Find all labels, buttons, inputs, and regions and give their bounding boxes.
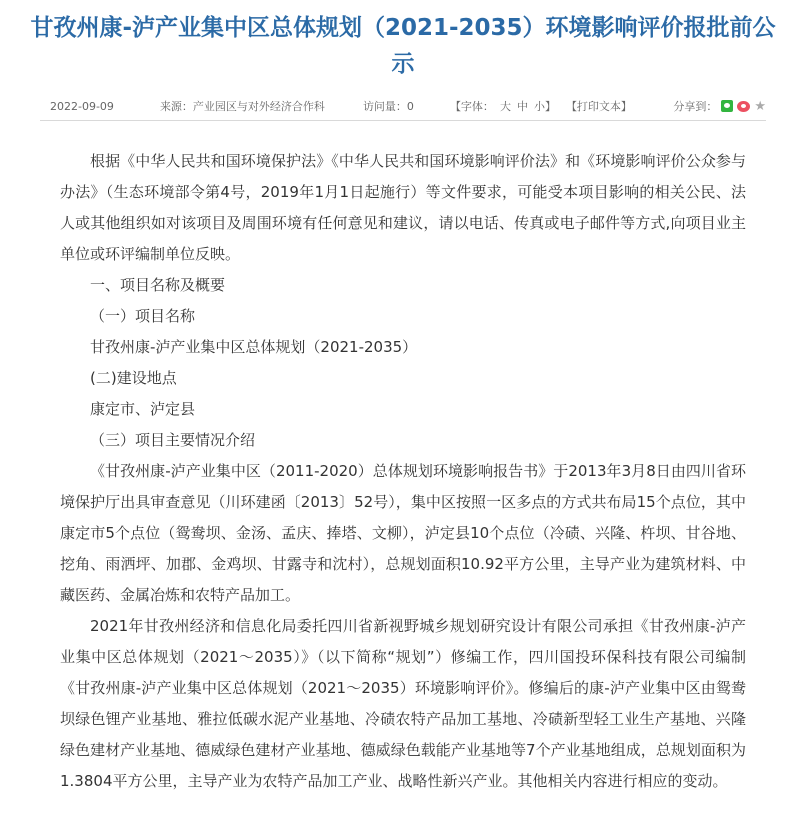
paragraph-intro: 根据《中华人民共和国环境保护法》《中华人民共和国环境影响评价法》和《环境影响评价公众参与办法》（生态环境部令第4号，2019年1月1日起施行）等文件要求，可能受本项目影响的相关公民、法人或其他组织如对该项目及周围环境有任何意见和建议，请以电话、传真或电子邮件等方式,向项目业主单位或环评编制单位反映。 [60, 152, 746, 263]
weibo-icon[interactable] [737, 101, 750, 112]
font-size-large-button[interactable]: 大 [499, 100, 511, 113]
publish-date: 2022-09-09 [50, 99, 114, 113]
paragraph-revision: 2021年甘孜州经济和信息化局委托四川省新视野城乡规划研究设计有限公司承担《甘孜州康-泸产业集中区总体规划（2021～2035）》（以下简称“规划”）修编工作，四川国投环保科技有限公司编制《甘孜州康-泸产业集中区总体规划（2021～2035）环境影响评价》。修编后的康-泸产业集中区由鸳鸯坝绿色锂产业基地、雅拉低碳水泥产业基地、冷碛农特产品加工基地、冷碛新型轻工业生产基地、兴隆绿色建材产业基地、德威绿色建材产业基地、德威绿色载能产业基地等7个产业基地组成，总规划面积为1.3804平方公里，主导产业为农特产品加工产业、战略性新兴产业。其他相关内容进行相应的变动。 [60, 617, 746, 790]
print-button[interactable]: 【打印文本】 [565, 100, 632, 113]
article-body [0, 121, 806, 797]
paragraph-history: 《甘孜州康-泸产业集中区（2011-2020）总体规划环境影响报告书》于2013年3月8日由四川省环境保护厅出具审查意见（川环建函〔2013〕52号），集中区按照一区多点的方式共布局15个点位，其中康定市5个点位（鸳鸯坝、金汤、孟庆、捧塔、文柳），泸定县10个点位（冷碛、兴隆、杵坝、甘谷地、挖角、雨洒坪、加郡、金鸡坝、甘露寺和沈村），总规划面积10.92平方公里，主导产业为建筑材料、中藏医药、金属冶炼和农特产品加工。 [60, 462, 746, 604]
section-heading: 一、项目名称及概要 [90, 276, 226, 294]
font-size-small-button[interactable]: 小 [533, 100, 545, 113]
paragraph-project-name: 甘孜州康-泸产业集中区总体规划（2021-2035） [90, 338, 418, 356]
subsection-heading: （三）项目主要情况介绍 [90, 431, 256, 449]
subsection-heading: （一）项目名称 [90, 307, 196, 325]
article-meta-bar [40, 92, 766, 121]
favorite-star-icon[interactable]: ★ [754, 98, 766, 114]
subsection-heading: (二)建设地点 [90, 369, 177, 387]
font-size-medium-button[interactable]: 中 [516, 100, 528, 113]
view-count: 访问量：0 [362, 100, 414, 113]
source-label: 来源：产业园区与对外经济合作科 [159, 100, 325, 113]
font-size-bracket-close: 】 [544, 100, 556, 113]
font-size-label: 【字体： [449, 100, 494, 113]
paragraph-location: 康定市、泸定县 [90, 400, 196, 418]
wechat-icon[interactable] [721, 100, 733, 112]
share-group [673, 98, 766, 114]
article-title: 甘孜州康-泸产业集中区总体规划（2021-2035）环境影响评价报批前公示 [30, 15, 776, 77]
share-label: 分享到： [673, 100, 718, 113]
